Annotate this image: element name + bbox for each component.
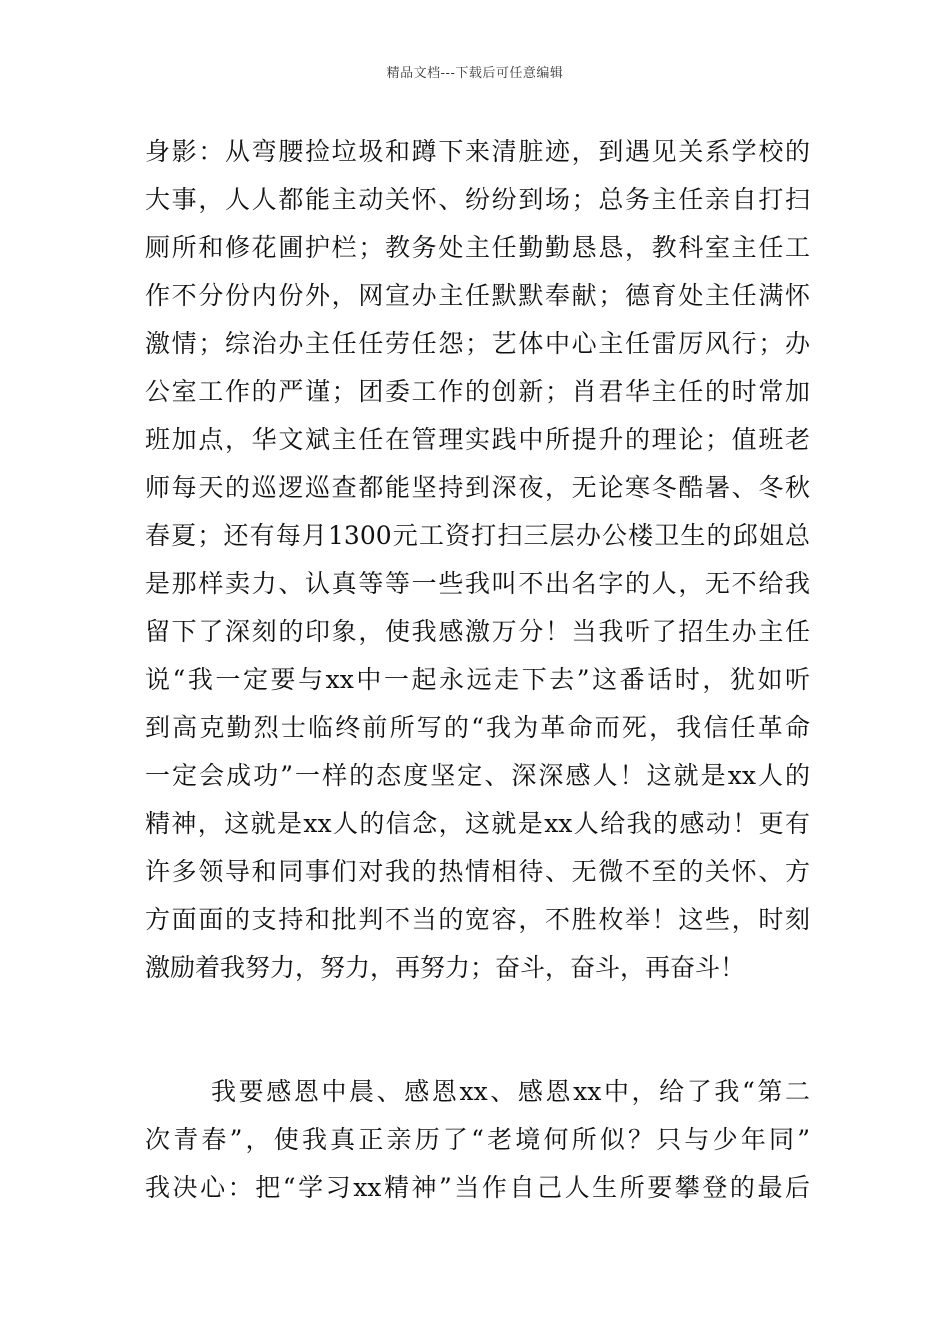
text-line: 许多领导和同事们对我的热情相待、无微不至的关怀、方 [145, 857, 810, 886]
text-line: 到高克勤烈士临终前所写的“我为革命而死，我信任革命 [145, 713, 810, 742]
text-line: 次青春”，使我真正亲历了“老境何所似？只与少年同” [145, 1125, 810, 1154]
text-line: 大事，人人都能主动关怀、纷纷到场；总务主任亲自打扫 [145, 185, 810, 214]
text-line: 激情；综治办主任任劳任怨；艺体中心主任雷厉风行；办 [145, 329, 810, 358]
text-line: 方面面的支持和批判不当的宽容，不胜枚举！这些，时刻 [145, 905, 810, 934]
paragraph-1 [145, 128, 810, 992]
page-header: 精品文档---下载后可任意编辑 [386, 66, 564, 81]
text-line: 厕所和修花圃护栏；教务处主任勤勤恳恳，教科室主任工 [145, 233, 810, 262]
paragraph-2 [145, 1068, 810, 1212]
text-line: 春夏；还有每月1300元工资打扫三层办公楼卫生的邱姐总 [145, 521, 810, 550]
text-line: 激励着我努力，努力，再努力；奋斗，奋斗，再奋斗！ [145, 953, 746, 982]
text-line: 说“我一定要与xx中一起永远走下去”这番话时，犹如听 [145, 665, 810, 694]
text-line: 作不分份内份外，网宣办主任默默奉献；德育处主任满怀 [145, 281, 810, 310]
text-line: 我决心：把“学习xx精神”当作自己人生所要攀登的最后 [145, 1173, 810, 1202]
text-line: 是那样卖力、认真等等一些我叫不出名字的人，无不给我 [145, 569, 810, 598]
text-line: 身影：从弯腰捡垃圾和蹲下来清脏迹，到遇见关系学校的 [145, 137, 810, 166]
text-line: 我要感恩中晨、感恩xx、感恩xx中，给了我“第二 [211, 1077, 810, 1106]
text-line: 精神，这就是xx人的信念，这就是xx人给我的感动！更有 [145, 809, 810, 838]
text-line: 公室工作的严谨；团委工作的创新；肖君华主任的时常加 [145, 377, 810, 406]
text-line: 一定会成功”一样的态度坚定、深深感人！这就是xx人的 [145, 761, 810, 790]
text-line: 留下了深刻的印象，使我感激万分！当我听了招生办主任 [145, 617, 810, 646]
text-line: 师每天的巡逻巡查都能坚持到深夜，无论寒冬酷暑、冬秋 [145, 473, 810, 502]
text-line: 班加点，华文斌主任在管理实践中所提升的理论；值班老 [145, 425, 810, 454]
